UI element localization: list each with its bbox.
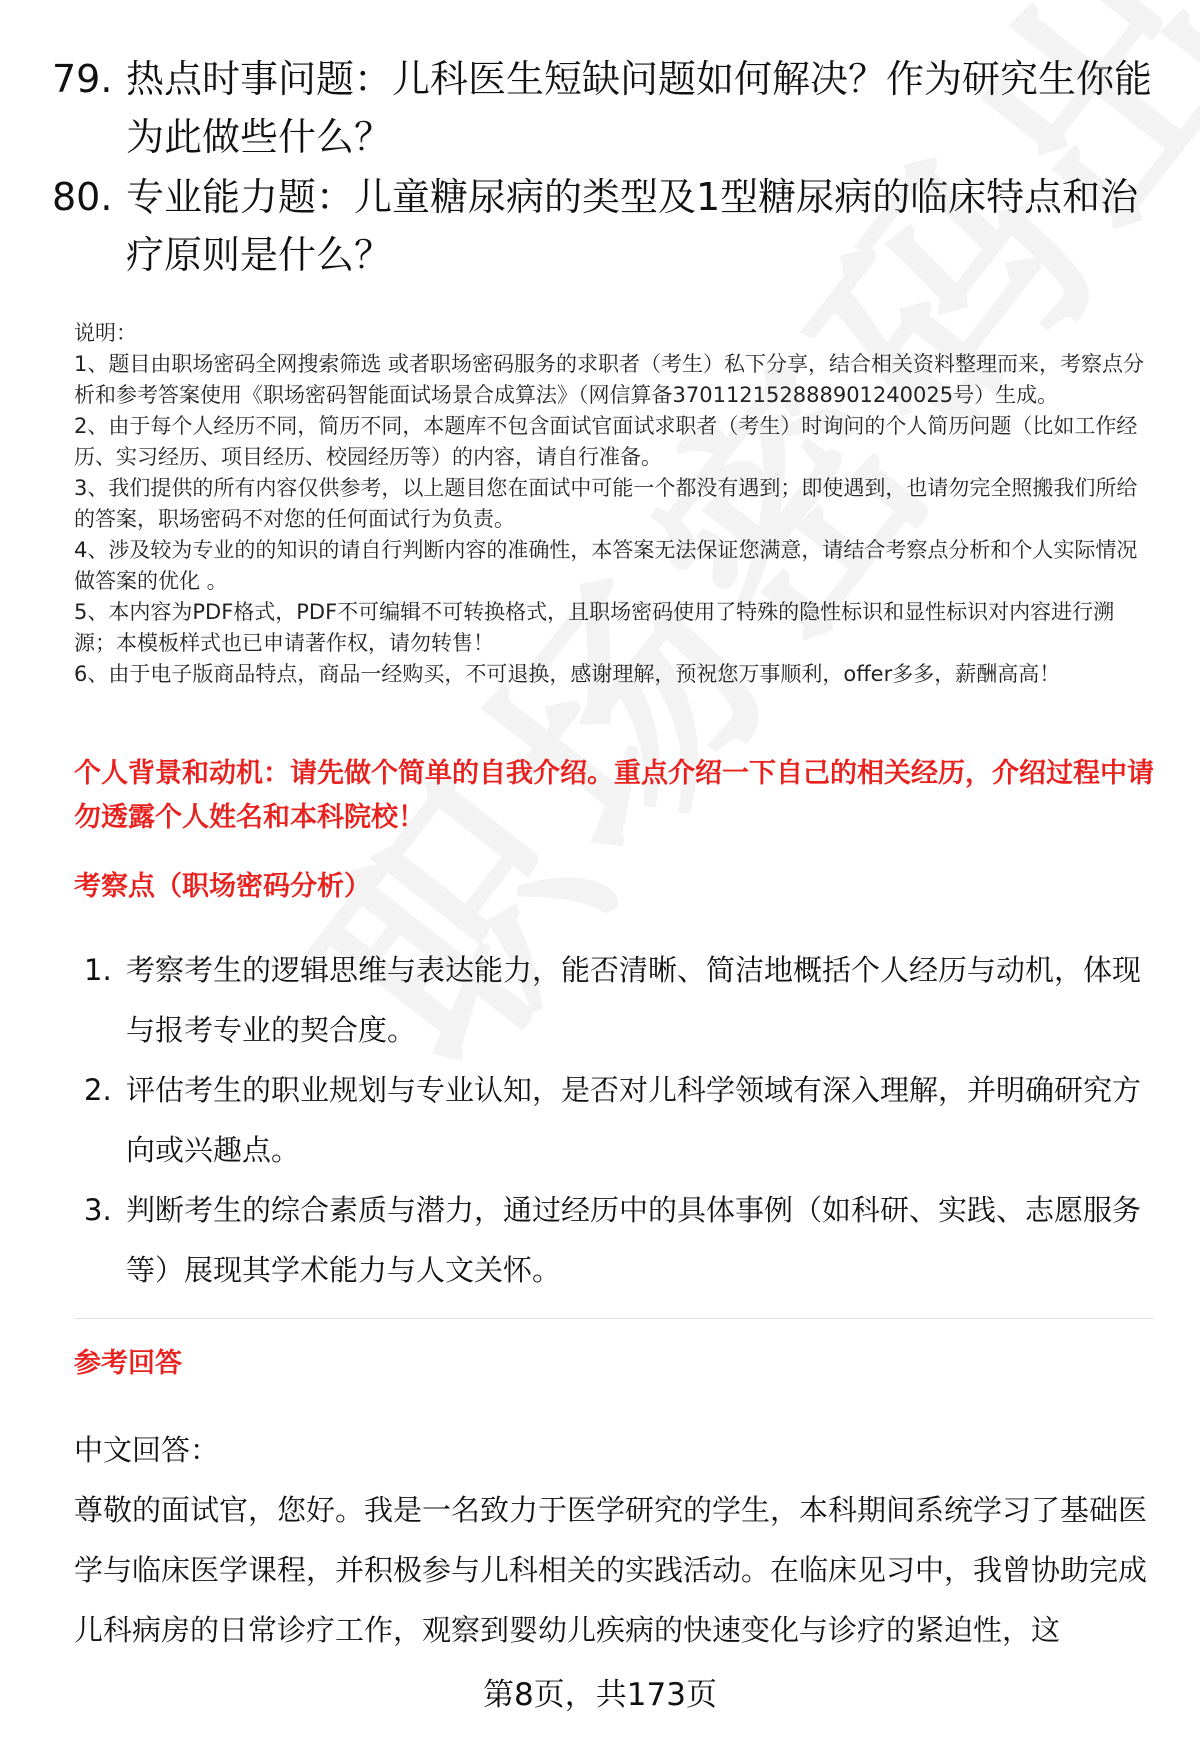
item-text: 考察考生的逻辑思维与表达能力，能否清晰、简洁地概括个人经历与动机，体现与报考专业的契合度。 <box>126 953 1142 1047</box>
list-item <box>84 940 1154 1060</box>
note-item: 1、题目由职场密码全网搜索筛选 或者职场密码服务的求职者（考生）私下分享，结合相关资料整理而来，考察点分析和参考答案使用《职场密码智能面试场景合成算法》（网信算备370112152888901240025号）生成。 <box>74 352 1145 407</box>
note-item: 5、本内容为PDF格式，PDF不可编辑不可转换格式，且职场密码使用了特殊的隐性标识和显性标识对内容进行溯源；本模板样式也已申请著作权，请勿转售！ <box>74 600 1115 655</box>
question-number: 80. <box>52 175 113 219</box>
item-number: 3. <box>84 1193 112 1227</box>
item-number: 1. <box>84 953 112 987</box>
list-item <box>84 1060 1154 1180</box>
question-80 <box>52 168 1172 284</box>
answer-text: 尊敬的面试官，您好。我是一名致力于医学研究的学生，本科期间系统学习了基础医学与临床医学课程，并积极参与儿科相关的实践活动。在临床见习中，我曾协助完成儿科病房的日常诊疗工作，观察到婴幼儿疾病的快速变化与诊疗的紧迫性，这 <box>74 1493 1148 1647</box>
answer-label: 中文回答： <box>74 1433 220 1467</box>
item-text: 评估考生的职业规划与专业认知，是否对儿科学领域有深入理解，并明确研究方向或兴趣点。 <box>126 1073 1142 1167</box>
page-footer: 第8页，共173页 <box>483 1677 717 1713</box>
divider <box>74 1318 1154 1319</box>
question-text: 热点时事问题：儿科医生短缺问题如何解决？作为研究生你能为此做些什么？ <box>126 57 1153 159</box>
question-text: 专业能力题：儿童糖尿病的类型及1型糖尿病的临床特点和治疗原则是什么？ <box>126 175 1139 277</box>
note-item: 2、由于每个人经历不同，简历不同，本题库不包含面试官面试求职者（考生）时询问的个人简历问题（比如工作经历、实习经历、项目经历、校园经历等）的内容，请自行准备。 <box>74 414 1138 469</box>
points-list <box>84 940 1154 1300</box>
item-text: 判断考生的综合素质与潜力，通过经历中的具体事例（如科研、实践、志愿服务等）展现其学术能力与人文关怀。 <box>126 1193 1142 1287</box>
answer <box>74 1420 1154 1660</box>
notes <box>74 318 1154 690</box>
reference-title: 参考回答 <box>74 1348 182 1379</box>
section-subtitle: 考察点（职场密码分析） <box>74 871 371 902</box>
notes-title: 说明： <box>74 321 137 345</box>
question-79 <box>52 50 1172 166</box>
item-number: 2. <box>84 1073 112 1107</box>
note-item: 4、涉及较为专业的的知识的请自行判断内容的准确性，本答案无法保证您满意，请结合考察点分析和个人实际情况做答案的优化 。 <box>74 538 1138 593</box>
question-number: 79. <box>52 57 113 101</box>
note-item: 3、我们提供的所有内容仅供参考，以上题目您在面试中可能一个都没有遇到；即使遇到，也请勿完全照搬我们所给的答案，职场密码不对您的任何面试行为负责。 <box>74 476 1138 531</box>
list-item <box>84 1180 1154 1300</box>
section-title: 个人背景和动机：请先做个简单的自我介绍。重点介绍一下自己的相关经历，介绍过程中请勿透露个人姓名和本科院校！ <box>74 758 1154 833</box>
note-item: 6、由于电子版商品特点，商品一经购买，不可退换，感谢理解，预祝您万事顺利，offer多多，薪酬高高！ <box>74 662 1061 686</box>
